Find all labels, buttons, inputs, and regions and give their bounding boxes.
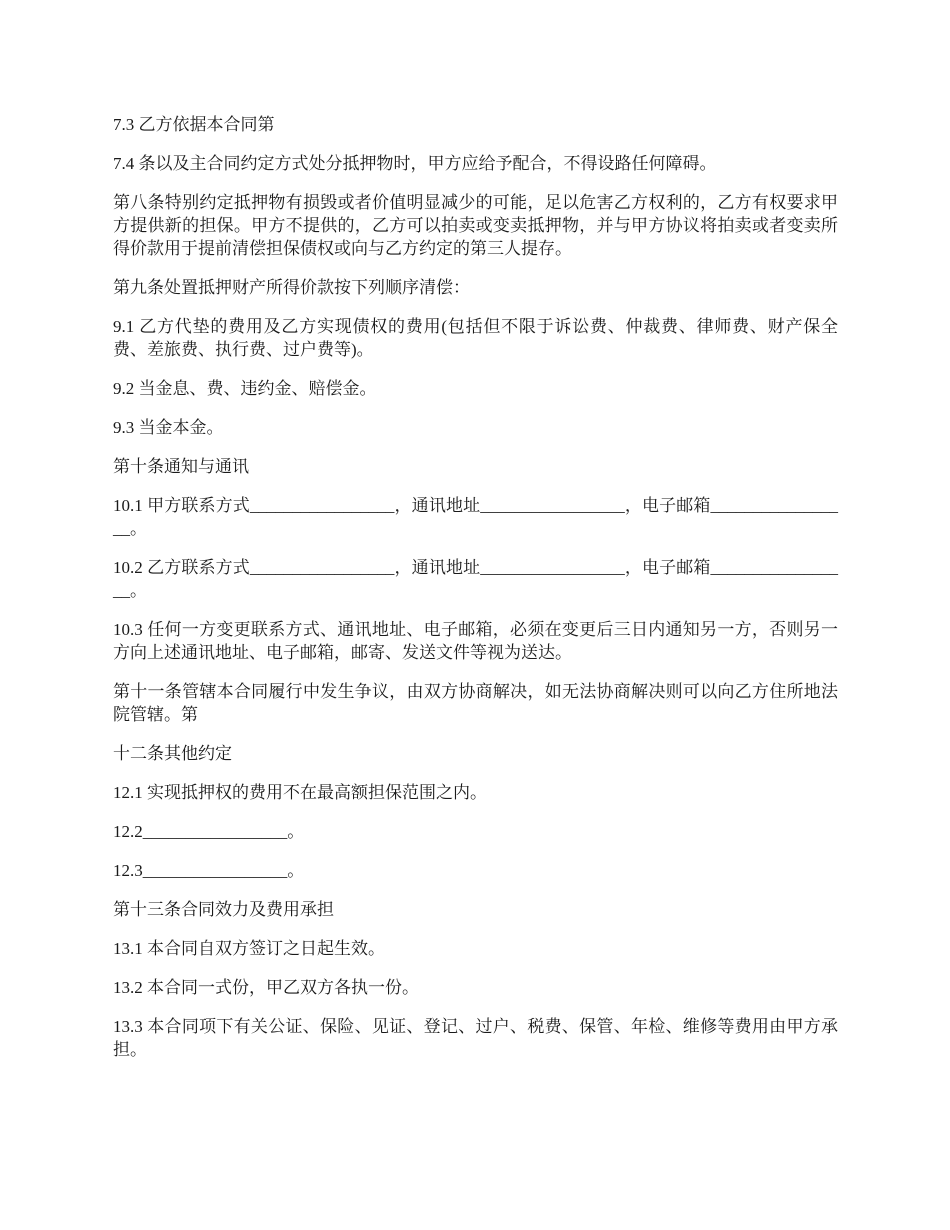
clause-9-2: 9.2 当金息、费、违约金、赔偿金。: [113, 379, 377, 398]
clause-10-1: 10.1 甲方联系方式_________________，通讯地址_________________，电子邮箱_________________。: [113, 496, 838, 538]
article-9-heading: 第九条处置抵押财产所得价款按下列顺序清偿：: [113, 278, 470, 297]
article-13-heading: 第十三条合同效力及费用承担: [113, 900, 334, 919]
clause-13-2: 13.2 本合同一式份，甲乙双方各执一份。: [113, 978, 419, 997]
clause-12-2: 12.2_________________。: [113, 822, 305, 841]
article-10-heading: 第十条通知与通讯: [113, 457, 249, 476]
clause-7-4: 7.4 条以及主合同约定方式处分抵押物时，甲方应给予配合，不得设路任何障碍。: [113, 154, 717, 173]
clause-9-1: 9.1 乙方代垫的费用及乙方实现债权的费用(包括但不限于诉讼费、仲裁费、律师费、财产保全费、差旅费、执行费、过户费等)。: [113, 317, 838, 359]
article-8: 第八条特别约定抵押物有损毁或者价值明显减少的可能，足以危害乙方权利的，乙方有权要求甲方提供新的担保。甲方不提供的，乙方可以拍卖或变卖抵押物，并与甲方协议将拍卖或者变卖所得价款用于提前清偿担保债权或向与乙方约定的第三人提存。: [113, 193, 838, 258]
article-11: 第十一条管辖本合同履行中发生争议，由双方协商解决，如无法协商解决则可以向乙方住所地法院管辖。第: [113, 682, 838, 724]
article-12-heading: 十二条其他约定: [113, 744, 232, 763]
clause-10-2: 10.2 乙方联系方式_________________，通讯地址_________________，电子邮箱_________________。: [113, 558, 838, 600]
clause-13-3: 13.3 本合同项下有关公证、保险、见证、登记、过户、税费、保管、年检、维修等费用由甲方承担。: [113, 1017, 838, 1059]
clause-10-3: 10.3 任何一方变更联系方式、通讯地址、电子邮箱，必须在变更后三日内通知另一方，否则另一方向上述通讯地址、电子邮箱，邮寄、发送文件等视为送达。: [113, 620, 838, 662]
clause-12-1: 12.1 实现抵押权的费用不在最高额担保范围之内。: [113, 783, 487, 802]
clause-12-3: 12.3_________________。: [113, 861, 305, 880]
clause-7-3: 7.3 乙方依据本合同第: [113, 115, 275, 134]
clause-9-3: 9.3 当金本金。: [113, 418, 224, 437]
clause-13-1: 13.1 本合同自双方签订之日起生效。: [113, 939, 385, 958]
document-body: [113, 0, 838, 1077]
